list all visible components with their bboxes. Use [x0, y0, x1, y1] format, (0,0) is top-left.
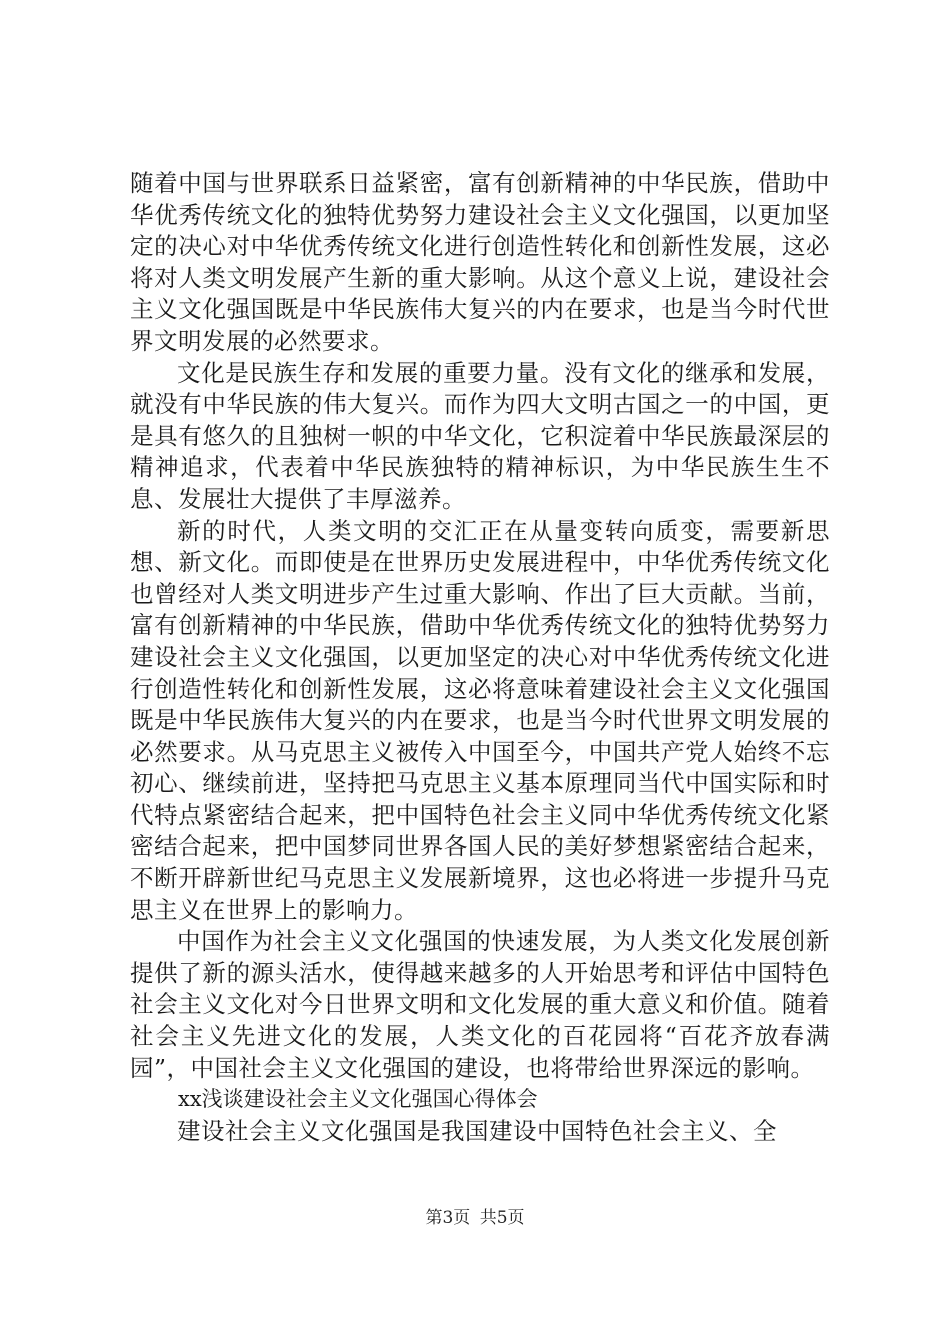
paragraph-2: 文化是民族生存和发展的重要力量。没有文化的继承和发展，就没有中华民族的伟大复兴。而作为四大文明古国之一的中国，更是具有悠久的且独树一帜的中华文化，它积淀着中华民族最深层的精神追求，代表着中华民族独特的精神标识，为中华民族生生不息、发展壮大提供了丰厚滋养。 [130, 358, 830, 513]
paragraph-1: 随着中国与世界联系日益紧密，富有创新精神的中华民族，借助中华优秀传统文化的独特优势努力建设社会主义文化强国，以更加坚定的决心对中华优秀传统文化进行创造性转化和创新性发展，这必将对人类文明发展产生新的重大影响。从这个意义上说，建设社会主义文化强国既是中华民族伟大复兴的内在要求，也是当今时代世界文明发展的必然要求。 [130, 169, 830, 355]
page-number: 第3页 [425, 1208, 471, 1228]
paragraph-5: 建设社会主义文化强国是我国建设中国特色社会主义、全 [177, 1116, 777, 1145]
section-subtitle: xx浅谈建设社会主义文化强国心得体会 [178, 1087, 538, 1112]
document-body [130, 168, 830, 1147]
paragraph-4: 中国作为社会主义文化强国的快速发展，为人类文化发展创新提供了新的源头活水，使得越来越多的人开始思考和评估中国特色社会主义文化对今日世界文明和文化发展的重大意义和价值。随着社会主义先进文化的发展，人类文化的百花园将“百花齐放春满园”，中国社会主义文化强国的建设，也将带给世界深远的影响。 [130, 927, 830, 1082]
page-footer [0, 1207, 950, 1229]
page-total: 共5页 [479, 1208, 525, 1228]
paragraph-3: 新的时代，人类文明的交汇正在从量变转向质变，需要新思想、新文化。而即使是在世界历史发展进程中，中华优秀传统文化也曾经对人类文明进步产生过重大影响、作出了巨大贡献。当前，富有创新精神的中华民族，借助中华优秀传统文化的独特优势努力建设社会主义文化强国，以更加坚定的决心对中华优秀传统文化进行创造性转化和创新性发展，这必将意味着建设社会主义文化强国既是中华民族伟大复兴的内在要求，也是当今时代世界文明发展的必然要求。从马克思主义被传入中国至今，中国共产党人始终不忘初心、继续前进，坚持把马克思主义基本原理同当代中国实际和时代特点紧密结合起来，把中国特色社会主义同中华优秀传统文化紧密结合起来，把中国梦同世界各国人民的美好梦想紧密结合起来，不断开辟新世纪马克思主义发展新境界，这也必将进一步提升马克思主义在世界上的影响力。 [130, 516, 830, 924]
